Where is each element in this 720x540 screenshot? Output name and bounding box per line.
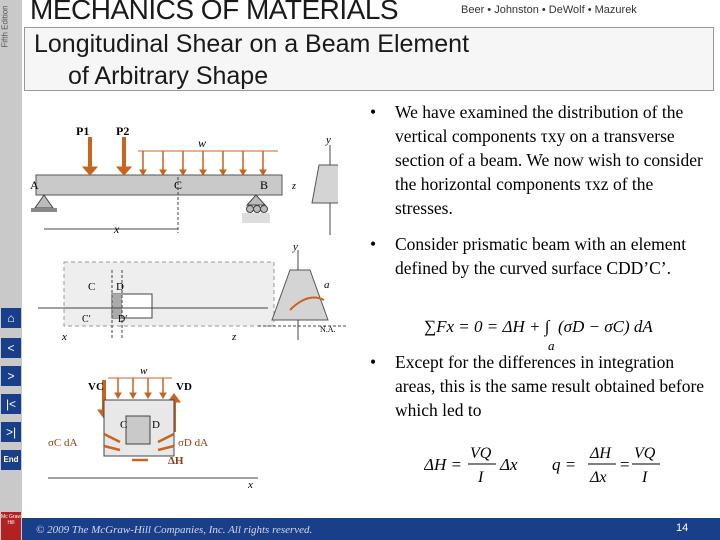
shear-flow-den1: Δx — [590, 469, 607, 486]
fbd-figure — [28, 360, 278, 490]
label-d-fbd: D — [152, 419, 160, 431]
label-p1: P1 — [76, 124, 90, 138]
label-x: x — [114, 222, 120, 236]
formula-limit: a — [548, 338, 555, 353]
shear-flow-num2: VQ — [634, 445, 656, 462]
authors: Beer • Johnston • DeWolf • Mazurek — [461, 4, 637, 16]
formula-integrand: (σD − σC) dA — [558, 317, 653, 336]
slide-title-line1: Longitudinal Shear on a Beam Element — [34, 30, 470, 58]
label-d-prime: D′ — [118, 314, 128, 325]
label-y: y — [326, 134, 331, 146]
label-c-prime: C′ — [82, 314, 91, 325]
shear-flow-den2: I — [642, 469, 648, 486]
first-slide-button[interactable]: |< — [1, 394, 21, 414]
label-delta-h: ΔH — [168, 455, 184, 467]
beam-figure — [28, 115, 338, 240]
course-title: MECHANICS OF MATERIALS — [30, 0, 399, 25]
label-a-element: a — [324, 279, 330, 291]
shear-flow-formulas — [424, 440, 694, 490]
delta-h-numerator: VQ — [470, 445, 492, 462]
label-y-element: y — [293, 241, 298, 253]
slide-title-line2: of Arbitrary Shape — [68, 62, 269, 90]
home-button[interactable]: ⌂ — [1, 308, 21, 328]
publisher-logo: Mc Graw Hill — [1, 512, 21, 540]
shear-flow-lhs: q = — [552, 455, 577, 474]
cross-section — [312, 165, 338, 203]
label-x-element: x — [62, 331, 67, 343]
label-c: C — [174, 178, 183, 192]
label-z: z — [292, 181, 296, 192]
label-x-fbd: x — [248, 479, 253, 490]
pin-support-base — [31, 208, 57, 212]
pin-support — [35, 195, 53, 208]
beam — [36, 175, 282, 195]
shear-flow-equals: = — [620, 455, 630, 474]
bullet-text: We have examined the distribution of the vertical components τxy on a transverse section of a beam. We now wish to consider the horizontal components τxz of the stresses. — [395, 102, 703, 218]
label-vc: VC — [88, 381, 104, 393]
element-figure — [28, 240, 358, 350]
label-z-element: z — [232, 331, 237, 343]
delta-h-denominator: I — [478, 469, 484, 486]
label-p2: P2 — [116, 124, 130, 138]
bullet-text: Consider prismatic beam with an element defined by the curved surface CDD’C’. — [395, 234, 687, 278]
distributed-load — [138, 151, 278, 175]
bullet-dot: • — [370, 102, 377, 122]
bullet-list — [370, 100, 710, 434]
bullet-item — [370, 232, 710, 280]
label-c-element: C — [88, 281, 96, 293]
slide-title — [34, 28, 469, 92]
bullet-dot: • — [370, 234, 377, 254]
end-button[interactable]: End — [1, 450, 21, 470]
delta-h-lhs: ΔH = — [424, 455, 462, 474]
point-loads — [83, 137, 131, 175]
copyright: © 2009 The McGraw-Hill Companies, Inc. All rights reserved. — [36, 524, 313, 536]
label-w-fbd: w — [140, 365, 148, 377]
label-vd: VD — [176, 381, 192, 393]
element-cross-section — [272, 270, 328, 320]
label-b: B — [260, 178, 269, 192]
shear-flow-num1: ΔH — [590, 445, 611, 462]
label-a: A — [30, 178, 39, 192]
sum-forces-formula — [424, 310, 658, 354]
delta-h-tail: Δx — [500, 455, 518, 474]
label-sigma-c: σC dA — [48, 437, 78, 449]
last-slide-button[interactable]: >| — [1, 422, 21, 442]
roller-base — [242, 213, 270, 223]
label-c-fbd: C — [120, 419, 128, 431]
bullet-item — [370, 350, 710, 422]
label-d-element: D — [116, 281, 124, 293]
next-button[interactable]: > — [1, 366, 21, 386]
bullet-text: Except for the differences in integration areas, this is the same result obtained before which led to — [395, 352, 705, 420]
label-w: w — [198, 136, 207, 150]
bullet-item — [370, 100, 710, 220]
previous-button[interactable]: < — [1, 338, 21, 358]
label-neutral-axis: N.A. — [320, 325, 336, 334]
page-number: 14 — [676, 522, 689, 534]
bullet-dot: • — [370, 352, 377, 372]
formula-lhs: ∑Fx = 0 = ΔH + ∫ — [424, 317, 550, 336]
roller-support — [247, 195, 265, 205]
edition-label: Fifth Edition — [0, 5, 10, 48]
label-sigma-d: σD dA — [178, 437, 209, 449]
